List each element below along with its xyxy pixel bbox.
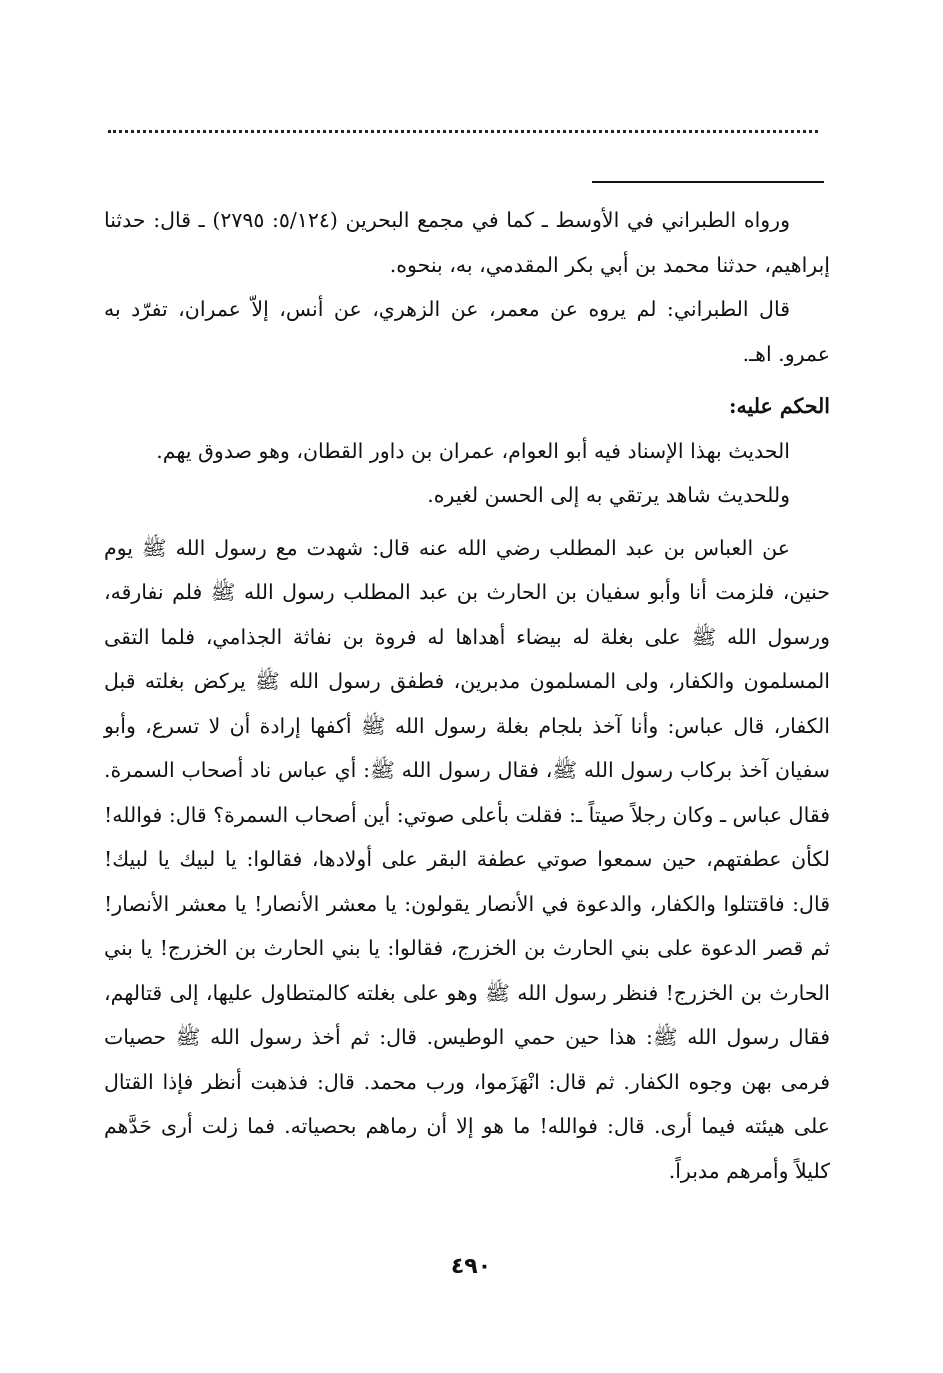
ruling-heading: الحكم عليه: — [728, 394, 830, 418]
footnote-source-paragraph: ورواه الطبراني في الأوسط ـ كما في مجمع البحرين (٥/١٢٤: ٢٧٩٥) ـ قال: حدثنا إبراهيم، حدثنا محمد بن أبي بكر المقدمي، به، بنحوه. — [104, 208, 830, 277]
page-number: ٤٩٠ — [450, 1254, 492, 1279]
header-dotted-rule — [108, 130, 818, 133]
ruling-line-1: الحديث بهذا الإسناد فيه أبو العوام، عمران بن داور القطان، وهو صدوق يهم. — [156, 438, 790, 463]
ruling-line-2: وللحديث شاهد يرتقي به إلى الحسن لغيره. — [427, 483, 790, 507]
footnote-separator-line — [592, 181, 824, 183]
page-body — [104, 198, 830, 1193]
tabarani-comment-paragraph: قال الطبراني: لم يروه عن معمر، عن الزهري، عن أنس، إلاّ عمران، تفرّد به عمرو. اهـ. — [104, 297, 830, 366]
hadith-paragraph: عن العباس بن عبد المطلب رضي الله عنه قال: شهدت مع رسول الله ﷺ يوم حنين، فلزمت أنا وأبو سفيان بن الحارث بن عبد المطلب رسول الله ﷺ فلم نفارقه، ورسول الله ﷺ على بغلة له بيضاء أهداها له فروة بن نفاثة الجذامي، فلما التقى المسلمون والكفار، ولى المسلمون مدبرين، فطفق رسول الله ﷺ يركض بغلته قبل الكفار، قال عباس: وأنا آخذ بلجام بغلة رسول الله ﷺ أكفها إرادة أن لا تسرع، وأبو سفيان آخذ بركاب رسول الله ﷺ، فقال رسول الله ﷺ: أي عباس ناد أصحاب السمرة. فقال عباس ـ وكان رجلاً صيتاً ـ: فقلت بأعلى صوتي: أين أصحاب السمرة؟ قال: فوالله! لكأن عطفتهم، حين سمعوا صوتي عطفة البقر على أولادها، فقالوا: يا لبيك يا لبيك! قال: فاقتتلوا والكفار، والدعوة في الأنصار يقولون: يا معشر الأنصار! يا معشر الأنصار! ثم قصر الدعوة على بني الحارث بن الخزرج، فقالوا: يا بني الحارث بن الخزرج! يا بني الحارث بن الخزرج! فنظر رسول الله ﷺ وهو على بغلته كالمتطاول عليها، إلى قتالهم، فقال رسول الله ﷺ: هذا حين حمي الوطيس. قال: ثم أخذ رسول الله ﷺ حصيات فرمى بهن وجوه الكفار. ثم قال: انْهَزَموا، ورب محمد. قال: فذهبت أنظر فإذا القتال على هيئته فيما أرى. قال: فوالله! ما هو إلا أن رماهم بحصياته. فما زلت أرى حَدَّهم كليلاً وأمرهم مدبراً. — [104, 535, 830, 1183]
